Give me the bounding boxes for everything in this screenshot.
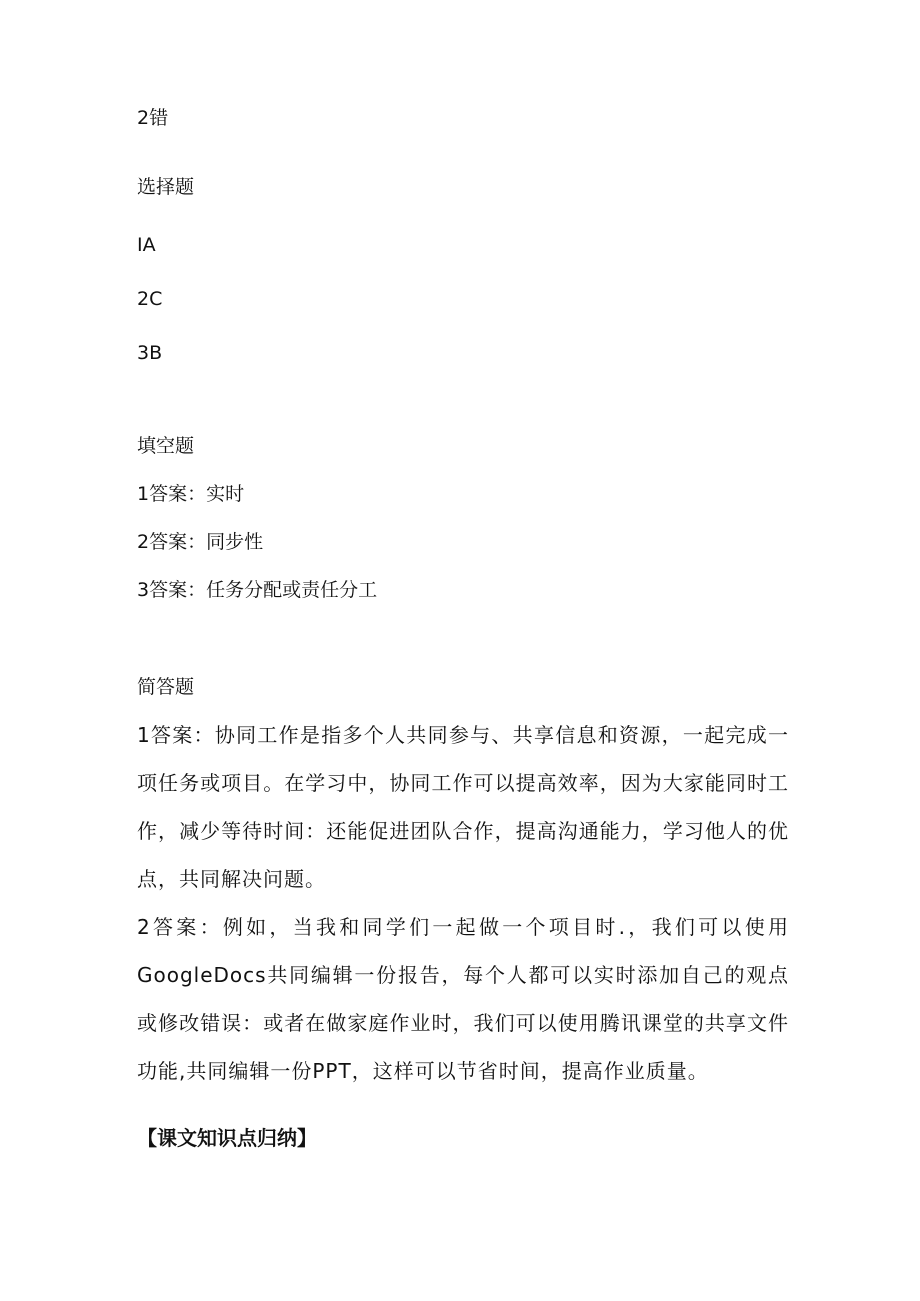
choice-answer-1: IA — [137, 234, 156, 256]
choice-heading: 选择题 — [137, 176, 195, 198]
fill-answer-3: 3答案：任务分配或责任分工 — [137, 579, 378, 601]
short-answer-2: 2答案：例如，当我和同学们一起做一个项目时.，我们可以使用GoogleDocs共同编辑一份报告，每个人都可以实时添加自己的观点或修改错误：或者在做家庭作业时，我们可以使用腾讯课堂的共享文件功能,共同编辑一份PPT，这样可以节省时间，提高作业质量。 — [137, 915, 789, 1083]
short-answer-heading: 简答题 — [137, 676, 195, 698]
choice-answer-2: 2C — [137, 288, 163, 310]
short-answer-1: 1答案：协同工作是指多个人共同参与、共享信息和资源，一起完成一项任务或项目。在学习中，协同工作可以提高效率，因为大家能同时工作，减少等待时间：还能促进团队合作，提高沟通能力，学习他人的优点，共同解决问题。 — [137, 723, 789, 891]
fill-heading: 填空题 — [137, 435, 195, 457]
choice-answer-3: 3B — [137, 342, 163, 364]
judgment-answer-2: 2错 — [137, 107, 169, 129]
fill-answer-2: 2答案：同步性 — [137, 531, 264, 553]
knowledge-summary-heading: 【课文知识点归纳】 — [137, 1126, 317, 1150]
fill-answer-1: 1答案：实时 — [137, 483, 245, 505]
